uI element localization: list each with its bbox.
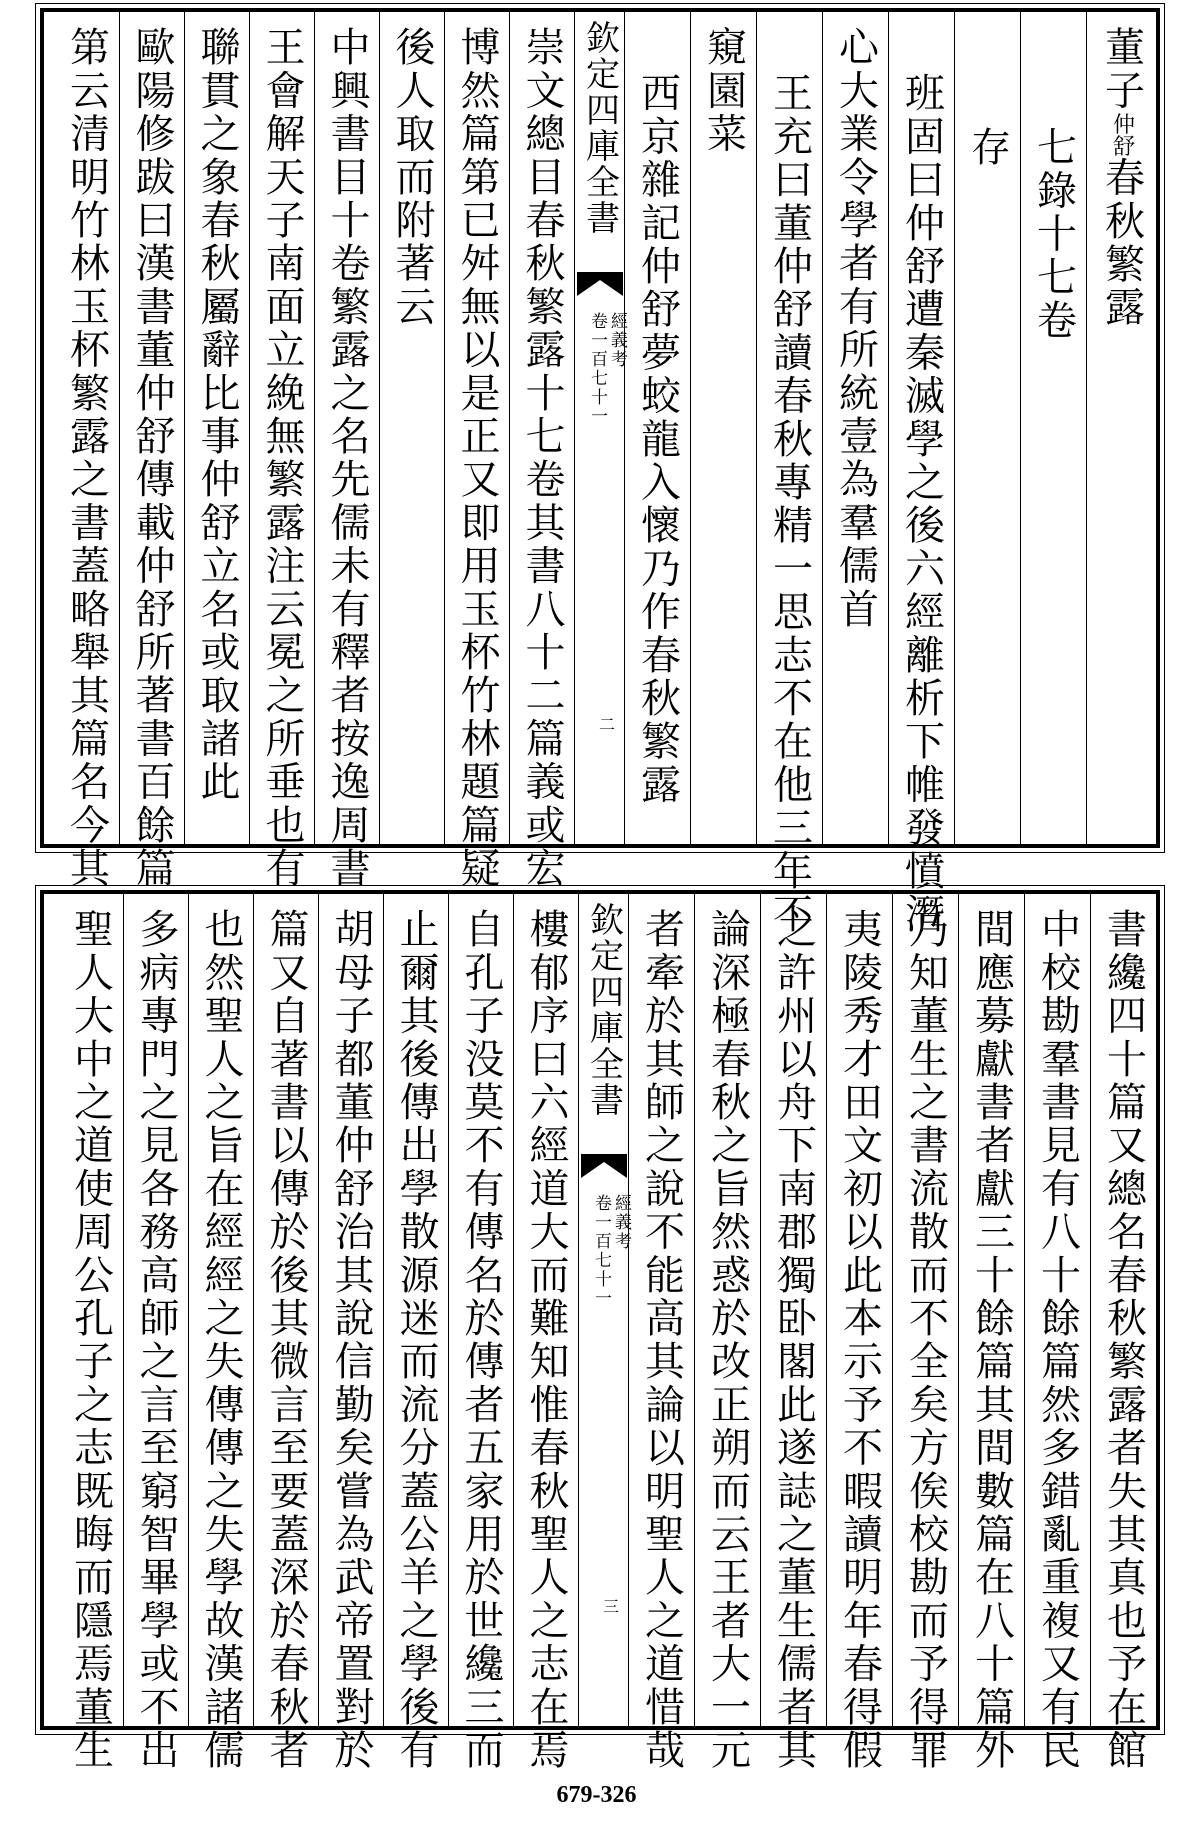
page-number-footer: 679-326 <box>556 1782 637 1808</box>
central-fold-column <box>578 894 631 1726</box>
text-column: 聯貫之象春秋屬辭比事仲舒立名或取諸此 <box>184 12 249 844</box>
text-column: 乃知董生之書流散而不全矣方俟校勘而予得罪 <box>892 894 958 1726</box>
central-meta-book: 經義考 <box>607 312 627 369</box>
bottom-page-frame <box>40 890 1160 1772</box>
text-column: 篇又自著書以傳於後其微言至要蓋深於春秋者 <box>253 894 318 1726</box>
central-fold-column <box>574 12 627 844</box>
text-column: 自孔子没莫不有傳名於傳者五家用於世纔三而 <box>448 894 513 1726</box>
text-column: 夷陵秀才田文初以此本示予不暇讀明年春得假 <box>826 894 892 1726</box>
text-column: 心大業令學者有所統壹為羣儒首 <box>822 12 888 844</box>
text-column: 之許州以舟下南郡獨卧閣此遂誌之董生儒者其 <box>760 894 826 1726</box>
title-column <box>1086 12 1156 844</box>
text-column: 者牽於其師之說不能高其論以明聖人之道惜哉 <box>628 894 694 1726</box>
text-column: 班固曰仲舒遭秦滅學之後六經離析下帷發憤潛 <box>888 12 954 844</box>
text-column: 論深極春秋之旨然惑於改正朔而云王者大一元 <box>694 894 760 1726</box>
text-column: 崇文總目春秋繁露十七卷其書八十二篇義或宏 <box>509 12 574 844</box>
text-column: 樓郁序曰六經道大而難知惟春秋聖人之志在焉 <box>513 894 578 1726</box>
text-column: 聖人大中之道使周公孔子之志既晦而隱焉董生 <box>67 908 114 1772</box>
text-column: 王會解天子南面立絻無繁露注云冕之所垂也有 <box>249 12 314 844</box>
top-page-frame <box>40 8 1160 936</box>
text-column: 博然篇第已舛無以是正又即用玉杯竹林題篇疑 <box>444 12 509 844</box>
book-heading: 董子仲舒春秋繁露 <box>1098 26 1145 330</box>
text-column: 西京雜記仲舒夢蛟龍入懷乃作春秋繁露 <box>624 12 690 844</box>
bottom-columns <box>44 894 1156 1772</box>
text-column: 七錄十七卷 <box>1020 12 1086 844</box>
central-title: 欽定四庫全書 <box>579 20 620 236</box>
top-columns <box>44 12 1156 936</box>
central-meta-volume: 卷一百七十一 <box>587 312 607 426</box>
fishtail-mark-icon <box>577 272 623 296</box>
text-column: 第云清明竹林玉杯繁露之書蓋略舉其篇名今其 <box>63 26 110 890</box>
text-column: 書纔四十篇又總名春秋繁露者失其真也予在館 <box>1090 894 1156 1726</box>
text-column: 多病專門之見各務高師之言至窮智畢學或不出 <box>123 894 188 1726</box>
text-column: 窺園菜 <box>690 12 756 844</box>
text-column: 胡母子都董仲舒治其說信勤矣嘗為武帝置對於 <box>318 894 383 1726</box>
text-column: 存 <box>954 12 1020 844</box>
leaf-number: 三 <box>603 1597 620 1616</box>
fishtail-mark-icon <box>581 1154 627 1178</box>
text-column: 間應募獻書者獻三十餘篇其間數篇在八十篇外 <box>958 894 1024 1726</box>
text-column: 止爾其後傳出學散源迷而流分蓋公羊之學後有 <box>383 894 448 1726</box>
text-column: 王充曰董仲舒讀春秋專精一思志不在他三年不 <box>756 12 822 844</box>
central-meta-book: 經義考 <box>611 1194 631 1251</box>
central-title: 欽定四庫全書 <box>583 902 624 1118</box>
text-column: 中興書目十卷繁露之名先儒未有釋者按逸周書 <box>314 12 379 844</box>
leaf-number: 二 <box>599 715 616 734</box>
text-column: 後人取而附著云 <box>379 12 444 844</box>
text-column: 也然聖人之旨在經經之失傳傳之失學故漢諸儒 <box>188 894 253 1726</box>
text-column: 歐陽修跋曰漢書董仲舒傳載仲舒所著書百餘篇 <box>119 12 184 844</box>
text-column: 中校勘羣書見有八十餘篇然多錯亂重複又有民 <box>1024 894 1090 1726</box>
central-meta-volume: 卷一百七十一 <box>591 1194 611 1308</box>
